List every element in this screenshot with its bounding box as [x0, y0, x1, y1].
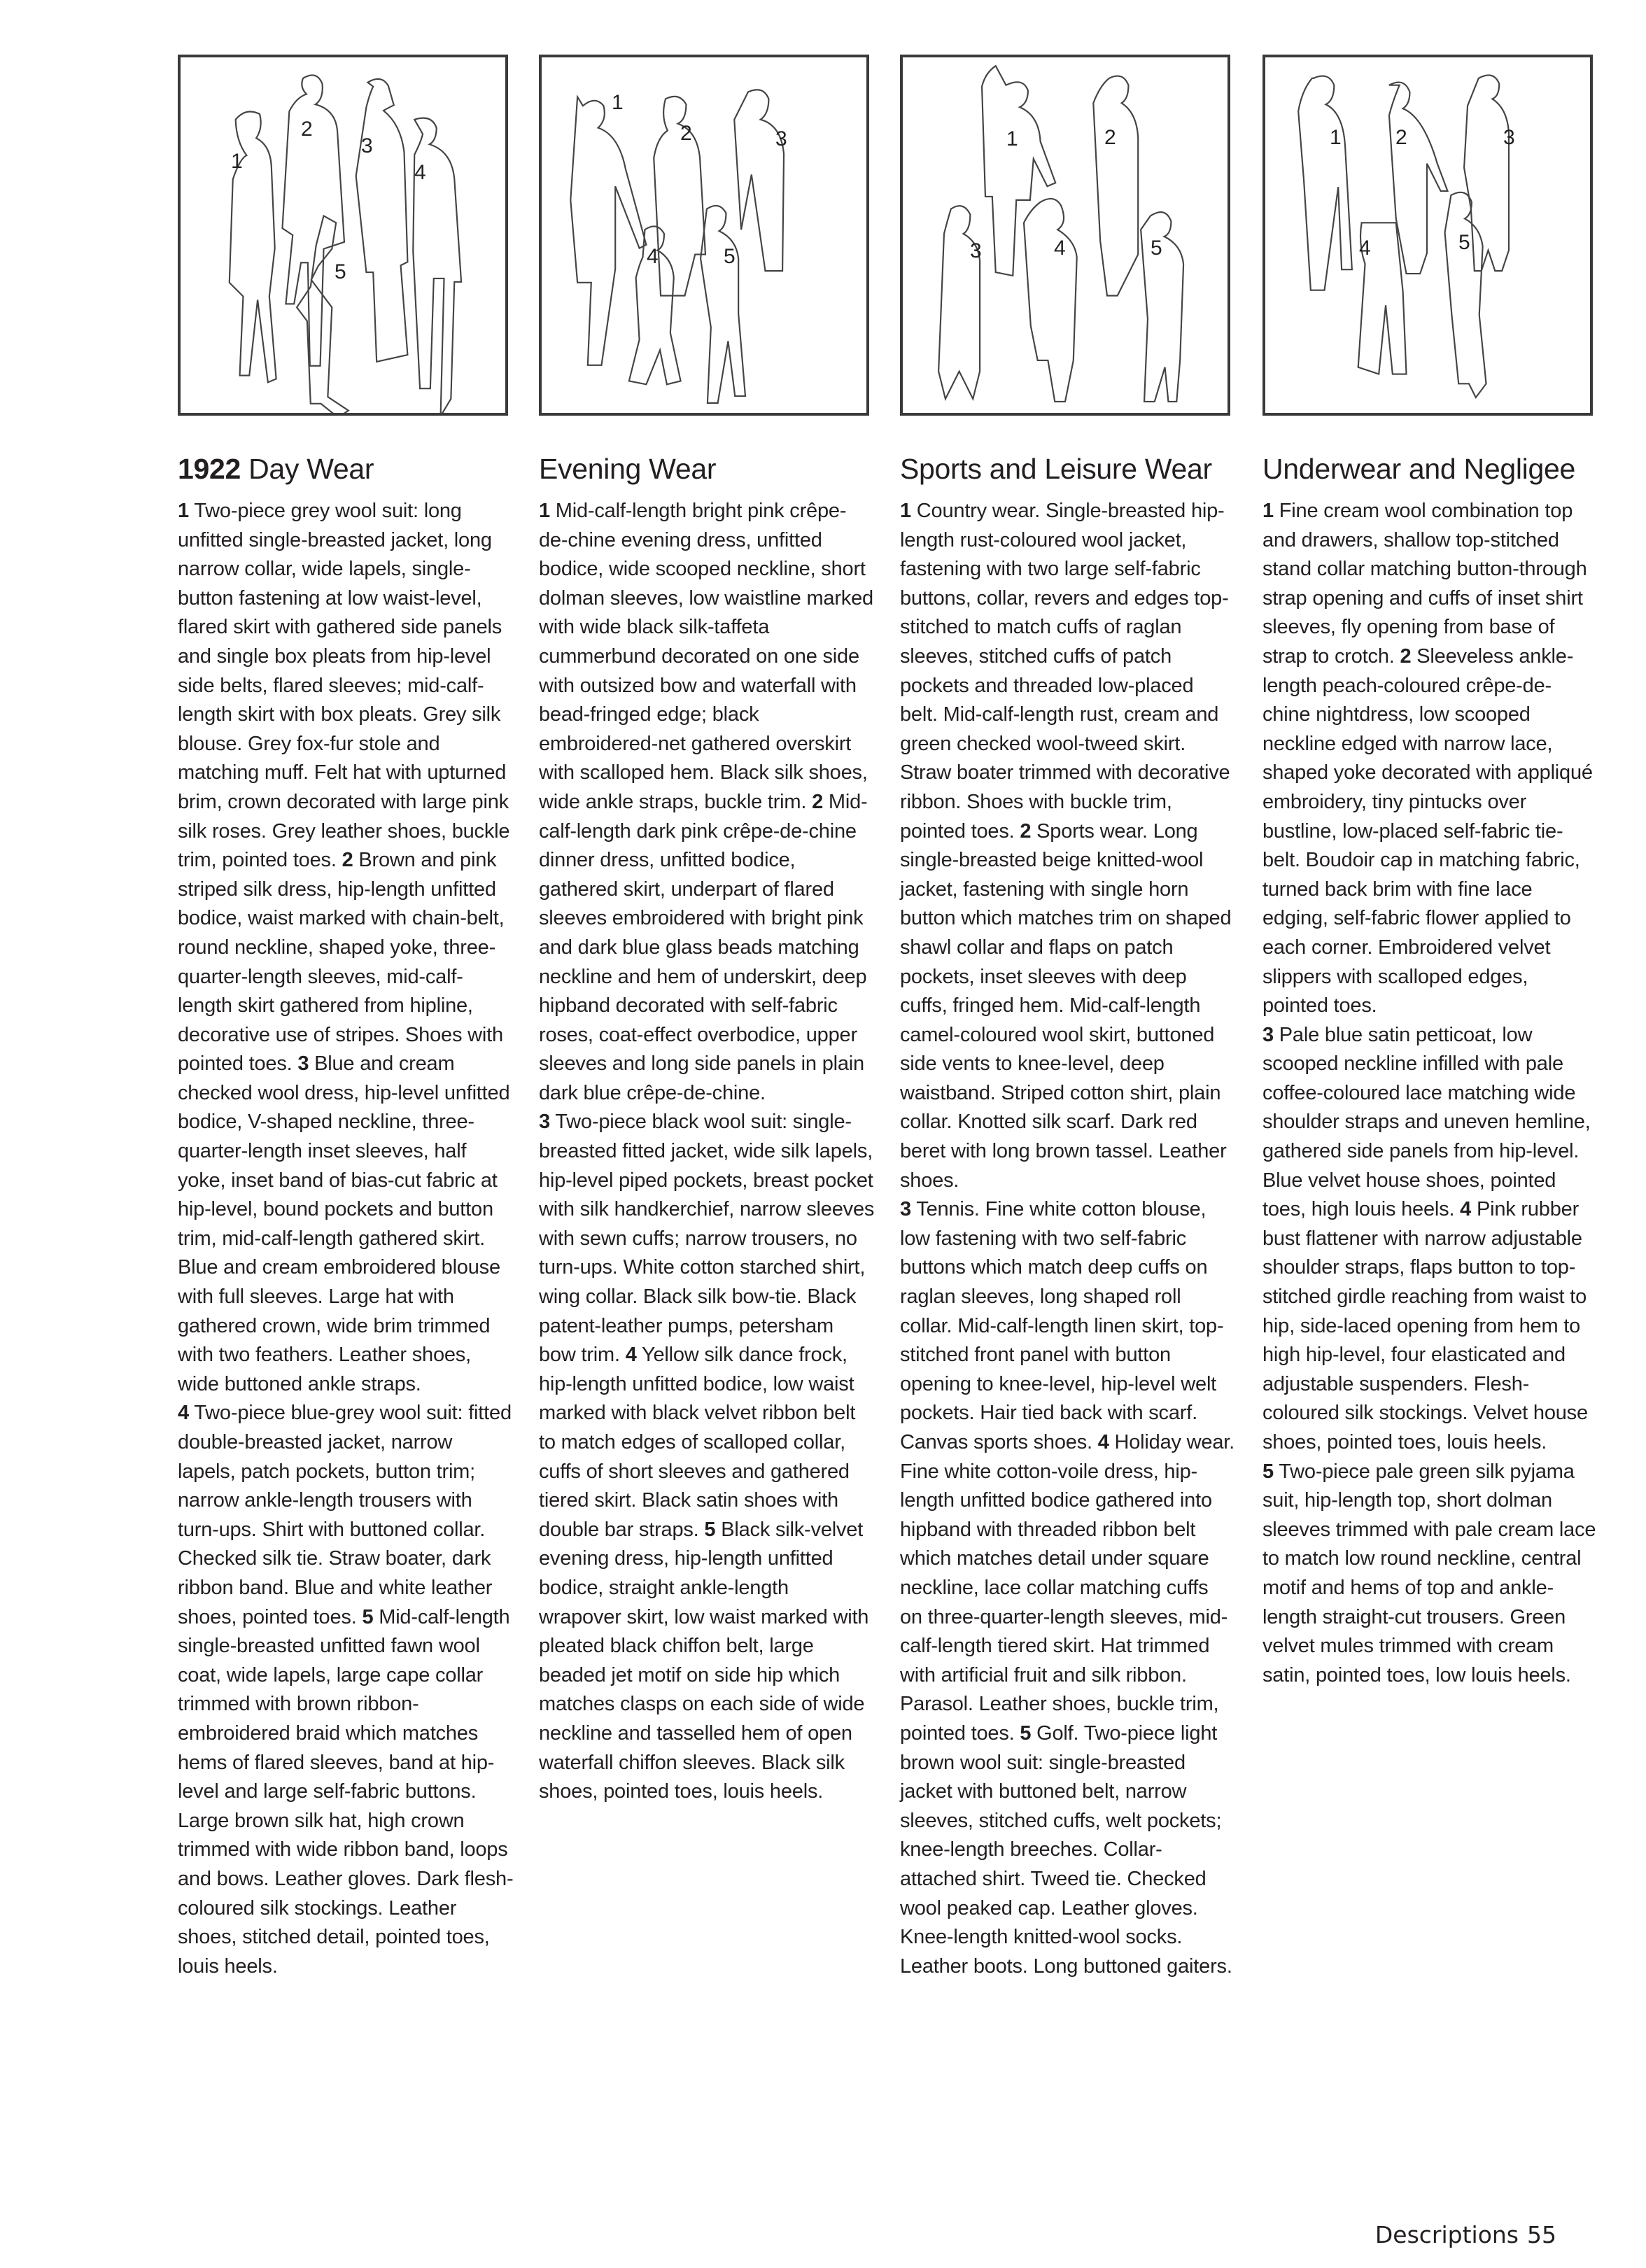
entry-2 [1262, 645, 1593, 1017]
entry-1 [1262, 500, 1587, 668]
heading-title: Sports and Leisure Wear [900, 453, 1212, 485]
heading-year: 1922 [178, 453, 241, 485]
entry-4 [1262, 1198, 1588, 1453]
figure-label: 1 [231, 150, 243, 173]
heading-title: Evening Wear [539, 453, 717, 485]
entry-2 [539, 791, 867, 1104]
figure-label: 5 [724, 245, 736, 268]
figure-label: 3 [775, 127, 787, 150]
entry-1 [539, 500, 873, 813]
section-day-wear [178, 55, 514, 1981]
figure-plate-sports-leisure [900, 55, 1230, 416]
section-underwear-negligee [1262, 55, 1598, 1690]
figure-label: 2 [680, 122, 692, 145]
entry-4 [539, 1344, 855, 1541]
figure-silhouettes-icon [1265, 57, 1590, 413]
entry-text: Brown and pink striped silk dress, hip-length unfitted bodice, waist marked with chain-belt, round neckline, shaped yoke, three-quarter-length sleeves, mid-calf-length skirt gathered from hipline, decorative use of stripes. Shoes with pointed toes. [178, 849, 505, 1076]
entry-text: Black silk-velvet evening dress, hip-length unfitted bodice, straight ankle-length wrapover skirt, low waist marked with pleated black chiffon belt, large beaded jet motif on side hip which matches clasps on each side of wide neckline and tasselled hem of open waterfall chiffon sleeves. Black silk shoes, pointed toes, louis heels. [539, 1518, 869, 1803]
entry-text: Pink rubber bust flattener with narrow adjustable shoulder straps, flaps button to top-stitched girdle reaching from waist to hip, side-laced opening from hem to high hip-level, four elasticated and adjustable suspenders. Flesh-coloured silk stockings. Velvet house shoes, pointed toes, louis heels. [1262, 1198, 1588, 1453]
figure-label: 5 [335, 260, 346, 283]
figure-label: 4 [414, 161, 426, 184]
entry-text: Sleeveless ankle-length peach-coloured crêpe-de-chine nightdress, low scooped neckline edged with narrow lace, shaped yoke decorated with appliqué embroidery, tiny pintucks over bustline, low-placed self-fabric tie-belt. Boudoir cap in matching fabric, turned back brim with fine lace edging, self-fabric flower applied to each corner. Embroidered velvet slippers with scalloped edges, pointed toes. [1262, 645, 1593, 1017]
entry-2 [178, 849, 504, 1075]
figure-silhouettes-icon [181, 57, 505, 413]
entry-2 [900, 820, 1231, 1192]
entry-text: Holiday wear. Fine white cotton-voile dress, hip-length unfitted bodice gathered into hipband with threaded ribbon belt which matches detail under square neckline, lace collar matching cuffs on three-quarter-length sleeves, mid-calf-length tiered skirt. Hat trimmed with artificial fruit and silk ribbon. Parasol. Leather shoes, buckle trim, pointed toes. [900, 1431, 1234, 1745]
entry-text: Tennis. Fine white cotton blouse, low fastening with two self-fabric buttons which match deep cuffs on raglan sleeves, long shaped roll collar. Mid-calf-length linen skirt, top-stitched front panel with button opening to knee-level, hip-level welt pockets. Hair tied back with scarf. Canvas sports shoes. [900, 1198, 1224, 1453]
entry-text: Two-piece blue-grey wool suit: fitted double-breasted jacket, narrow lapels, patch pockets, button trim; narrow ankle-length trousers with turn-ups. Shirt with buttoned collar. Checked silk tie. Straw boater, dark ribbon band. Blue and white leather shoes, pointed toes. [178, 1402, 512, 1628]
entry-3 [178, 1052, 509, 1395]
figure-label: 5 [1458, 231, 1470, 254]
entry-1 [900, 500, 1230, 843]
entry-number: 5 [362, 1605, 374, 1628]
entry-number: 3 [297, 1052, 309, 1076]
entry-number: 1 [539, 500, 550, 522]
entry-text: Country wear. Single-breasted hip-length rust-coloured wool jacket, fastening with two large self-fabric buttons, collar, revers and edges top-stitched to match cuffs of raglan sleeves, stitched cuffs of patch pockets and threaded low-placed belt. Mid-calf-length rust, cream and green checked wool-tweed skirt. Straw boater trimmed with decorative ribbon. Shoes with buckle trim, pointed toes. [900, 500, 1230, 843]
figure-silhouettes-icon [542, 57, 866, 413]
entry-text: Mid-calf-length dark pink crêpe-de-chine dinner dress, unfitted bodice, gathered skirt, underpart of flared sleeves embroidered with bright pink and dark blue glass beads matching neckline and hem of underskirt, deep hipband decorated with self-fabric roses, coat-effect overbodice, upper sleeves and long side panels in plain dark blue crêpe-de-chine. [539, 790, 868, 1104]
entry-number: 1 [1262, 500, 1274, 522]
entry-5 [178, 1606, 513, 1978]
figure-label: 3 [970, 239, 982, 262]
entry-text: Fine cream wool combination top and drawers, shallow top-stitched stand collar matching button-through strap opening and cuffs of inset shirt sleeves, fly opening from base of strap to crotch. [1262, 500, 1587, 668]
entry-3 [1262, 1024, 1591, 1221]
entry-text: Pale blue satin petticoat, low scooped neckline infilled with pale coffee-coloured lace matching wide shoulder straps and uneven hemline, gathered side panels from hip-level. Blue velvet house shoes, pointed toes, high louis heels. [1262, 1023, 1591, 1221]
section-sports-leisure-wear [900, 55, 1236, 1981]
entry-number: 5 [1020, 1721, 1032, 1745]
section-heading [539, 452, 875, 486]
entry-4 [900, 1431, 1234, 1745]
entry-number: 2 [342, 849, 353, 872]
figure-label: 2 [1395, 126, 1407, 149]
entry-3 [539, 1111, 874, 1366]
entry-number: 1 [900, 500, 911, 522]
figure-label: 3 [1503, 126, 1515, 149]
figure-plate-day-wear [178, 55, 508, 416]
entry-number: 2 [1020, 819, 1032, 843]
entry-text: Two-piece pale green silk pyjama suit, hip-length top, short dolman sleeves trimmed with pale cream lace to match low round neckline, central motif and hems of top and ankle-length straight-cut trousers. Green velvet mules trimmed with cream satin, pointed toes, low louis heels. [1262, 1460, 1596, 1686]
figure-label: 2 [301, 118, 313, 141]
entry-1 [178, 500, 509, 871]
heading-title: Day Wear [248, 453, 374, 485]
entry-4 [178, 1402, 512, 1628]
section-body [539, 497, 875, 1807]
entry-text: Two-piece grey wool suit: long unfitted single-breasted jacket, long narrow collar, wide lapels, single-button fastening at low waist-level, flared skirt with gathered side panels and single box pleats from hip-level side belts, flared sleeves; mid-calf-length skirt with box pleats. Grey silk blouse. Grey fox-fur stole and matching muff. Felt hat with upturned brim, crown decorated with large pink silk roses. Grey leather shoes, buckle trim, pointed toes. [178, 500, 510, 872]
entry-5 [1262, 1460, 1596, 1686]
figure-label: 4 [1359, 237, 1371, 260]
footer-label: Descriptions [1374, 2221, 1519, 2248]
entry-text: Golf. Two-piece light brown wool suit: single-breasted jacket with buttoned belt, narrow sleeves, stitched cuffs, welt pockets; knee-length breeches. Collar-attached shirt. Tweed tie. Checked wool peaked cap. Leather gloves. Knee-length knitted-wool socks. Leather boots. Long buttoned gaiters. [900, 1721, 1232, 1978]
entry-text: Two-piece black wool suit: single-breasted fitted jacket, wide silk lapels, hip-level piped pockets, breast pocket with silk handkerchief, narrow sleeves with sewn cuffs; narrow trousers, no turn-ups. White cotton starched shirt, wing collar. Black silk bow-tie. Black patent-leather pumps, petersham bow trim. [539, 1111, 875, 1367]
entry-5 [539, 1519, 868, 1803]
figure-label: 2 [1104, 126, 1116, 149]
entry-text: Blue and cream checked wool dress, hip-level unfitted bodice, V-shaped neckline, three-quarter-length inset sleeves, half yoke, inset band of bias-cut fabric at hip-level, bound pockets and button trim, mid-calf-length gathered skirt. Blue and cream embroidered blouse with full sleeves. Large hat with gathered crown, wide brim trimmed with two feathers. Leather shoes, wide buttoned ankle straps. [178, 1052, 510, 1395]
entry-number: 4 [625, 1344, 637, 1367]
figure-label: 5 [1151, 237, 1162, 260]
section-body [178, 497, 514, 1981]
page-footer [1375, 2221, 1556, 2248]
entry-number: 5 [704, 1518, 716, 1541]
figure-label: 1 [1330, 126, 1342, 149]
figure-label: 1 [1006, 127, 1018, 150]
entry-number: 5 [1262, 1460, 1274, 1483]
figure-plate-underwear [1262, 55, 1593, 416]
entry-number: 2 [812, 790, 824, 813]
section-heading [900, 452, 1236, 486]
figure-label: 4 [1054, 237, 1066, 260]
section-body [1262, 497, 1598, 1690]
figure-silhouettes-icon [903, 57, 1228, 413]
entry-text: Sports wear. Long single-breasted beige knitted-wool jacket, fastening with single horn button which matches trim on shaped shawl collar and flaps on patch pockets, inset sleeves with deep cuffs, fringed hem. Mid-calf-length camel-coloured wool skirt, buttoned side vents to knee-level, deep waistband. Striped cotton shirt, plain collar. Knotted silk scarf. Dark red beret with long brown tassel. Leather shoes. [900, 819, 1232, 1192]
entry-number: 4 [1097, 1431, 1109, 1453]
entry-number: 2 [1400, 645, 1412, 668]
section-heading [178, 452, 514, 486]
figure-label: 3 [361, 134, 373, 157]
section-body [900, 497, 1236, 1981]
entry-text: Mid-calf-length single-breasted unfitted fawn wool coat, wide lapels, large cape collar trimmed with brown ribbon-embroidered braid which matches hems of flared sleeves, band at hip-level and large self-fabric buttons. Large brown silk hat, high crown trimmed with wide ribbon band, loops and bows. Leather gloves. Dark flesh-coloured silk stockings. Leather shoes, stitched detail, pointed toes, louis heels. [178, 1605, 514, 1978]
entry-number: 3 [900, 1198, 911, 1221]
section-evening-wear [539, 55, 875, 1807]
entry-text: Mid-calf-length bright pink crêpe-de-chine evening dress, unfitted bodice, wide scooped neckline, short dolman sleeves, low waistline marked with wide black silk-taffeta cummerbund decorated on one side with outsized bow and waterfall with bead-fringed edge; black embroidered-net gathered overskirt with scalloped hem. Black silk shoes, wide ankle straps, buckle trim. [539, 500, 873, 813]
page-number: 55 [1527, 2221, 1556, 2248]
entry-number: 1 [178, 500, 189, 522]
section-heading [1262, 452, 1598, 486]
figure-plate-evening-wear [539, 55, 869, 416]
entry-number: 4 [178, 1402, 189, 1425]
entry-text: Yellow silk dance frock, hip-length unfitted bodice, low waist marked with black velvet ribbon belt to match edges of scalloped collar, cuffs of short sleeves and gathered tiered skirt. Black satin shoes with double bar straps. [539, 1344, 856, 1541]
heading-title: Underwear and Negligee [1262, 453, 1575, 485]
entry-number: 3 [1262, 1023, 1274, 1046]
entry-5 [900, 1722, 1232, 1978]
figure-label: 1 [612, 91, 624, 114]
entry-number: 3 [539, 1111, 550, 1134]
entry-number: 4 [1460, 1198, 1472, 1221]
entry-3 [900, 1198, 1223, 1453]
figure-label: 4 [647, 245, 659, 268]
